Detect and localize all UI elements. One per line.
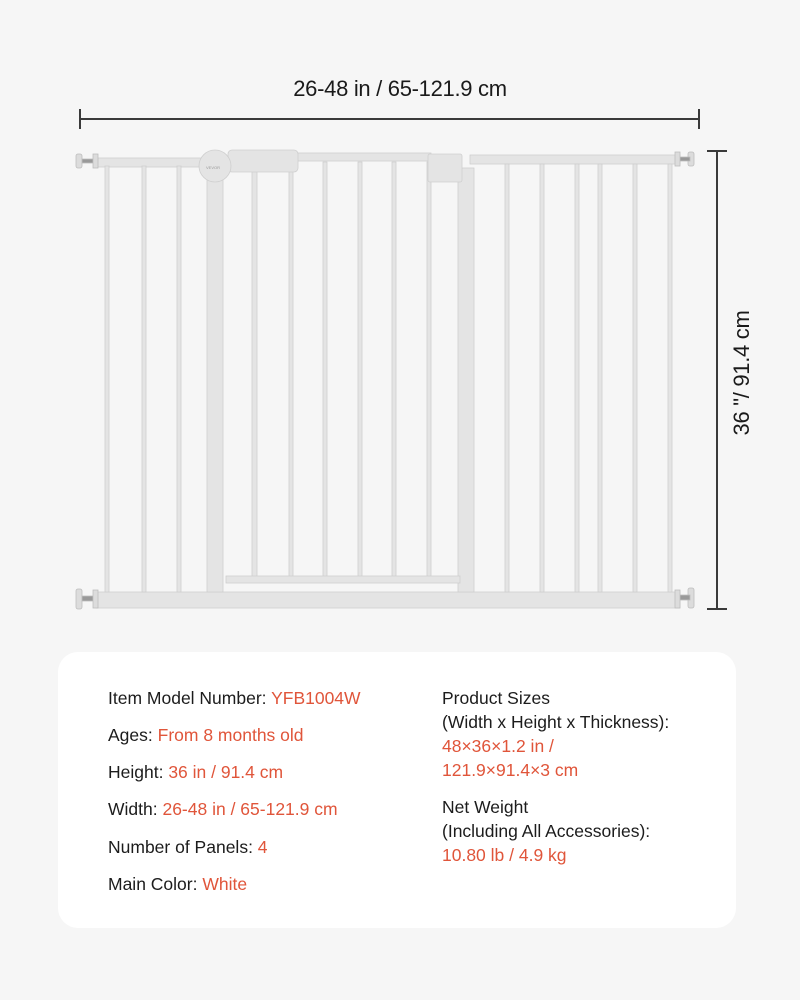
spec-label: (Width x Height x Thickness): [442,712,670,732]
spec-label: Product Sizes [442,688,550,708]
spec-value: 121.9×91.4×3 cm [442,760,579,780]
spec-value: White [202,874,248,894]
spec-label: Item Model Number: [108,688,272,708]
spec-value: 10.80 lb / 4.9 kg [442,845,567,865]
spec-value: From 8 months old [157,725,304,745]
spec-label: Width: [108,799,163,819]
spec-value: 36 in / 91.4 cm [168,762,284,782]
spec-value: 4 [257,837,268,857]
spec-value: YFB1004W [271,688,361,708]
specs-card [58,652,736,928]
spec-model-number [108,686,361,710]
spec-net-weight [442,795,650,867]
spec-width [108,797,338,821]
spec-height [108,760,283,784]
spec-label: Height: [108,762,169,782]
spec-value: 48×36×1.2 in / [442,736,554,756]
spec-label: (Including All Accessories): [442,821,651,841]
spec-value: 26-48 in / 65-121.9 cm [162,799,338,819]
spec-label: Main Color: [108,874,203,894]
width-dimension-label: 26-48 in / 65-121.9 cm [293,76,507,101]
spec-main-color [108,872,247,896]
spec-label: Ages: [108,725,158,745]
spec-ages [108,723,304,747]
brand-mark: VEVOR [206,165,221,170]
spec-label: Number of Panels: [108,837,258,857]
spec-product-sizes [442,686,669,782]
spec-panels [108,835,268,859]
spec-label: Net Weight [442,797,529,817]
height-dimension-label: 36 "/ 91.4 cm [729,310,754,436]
